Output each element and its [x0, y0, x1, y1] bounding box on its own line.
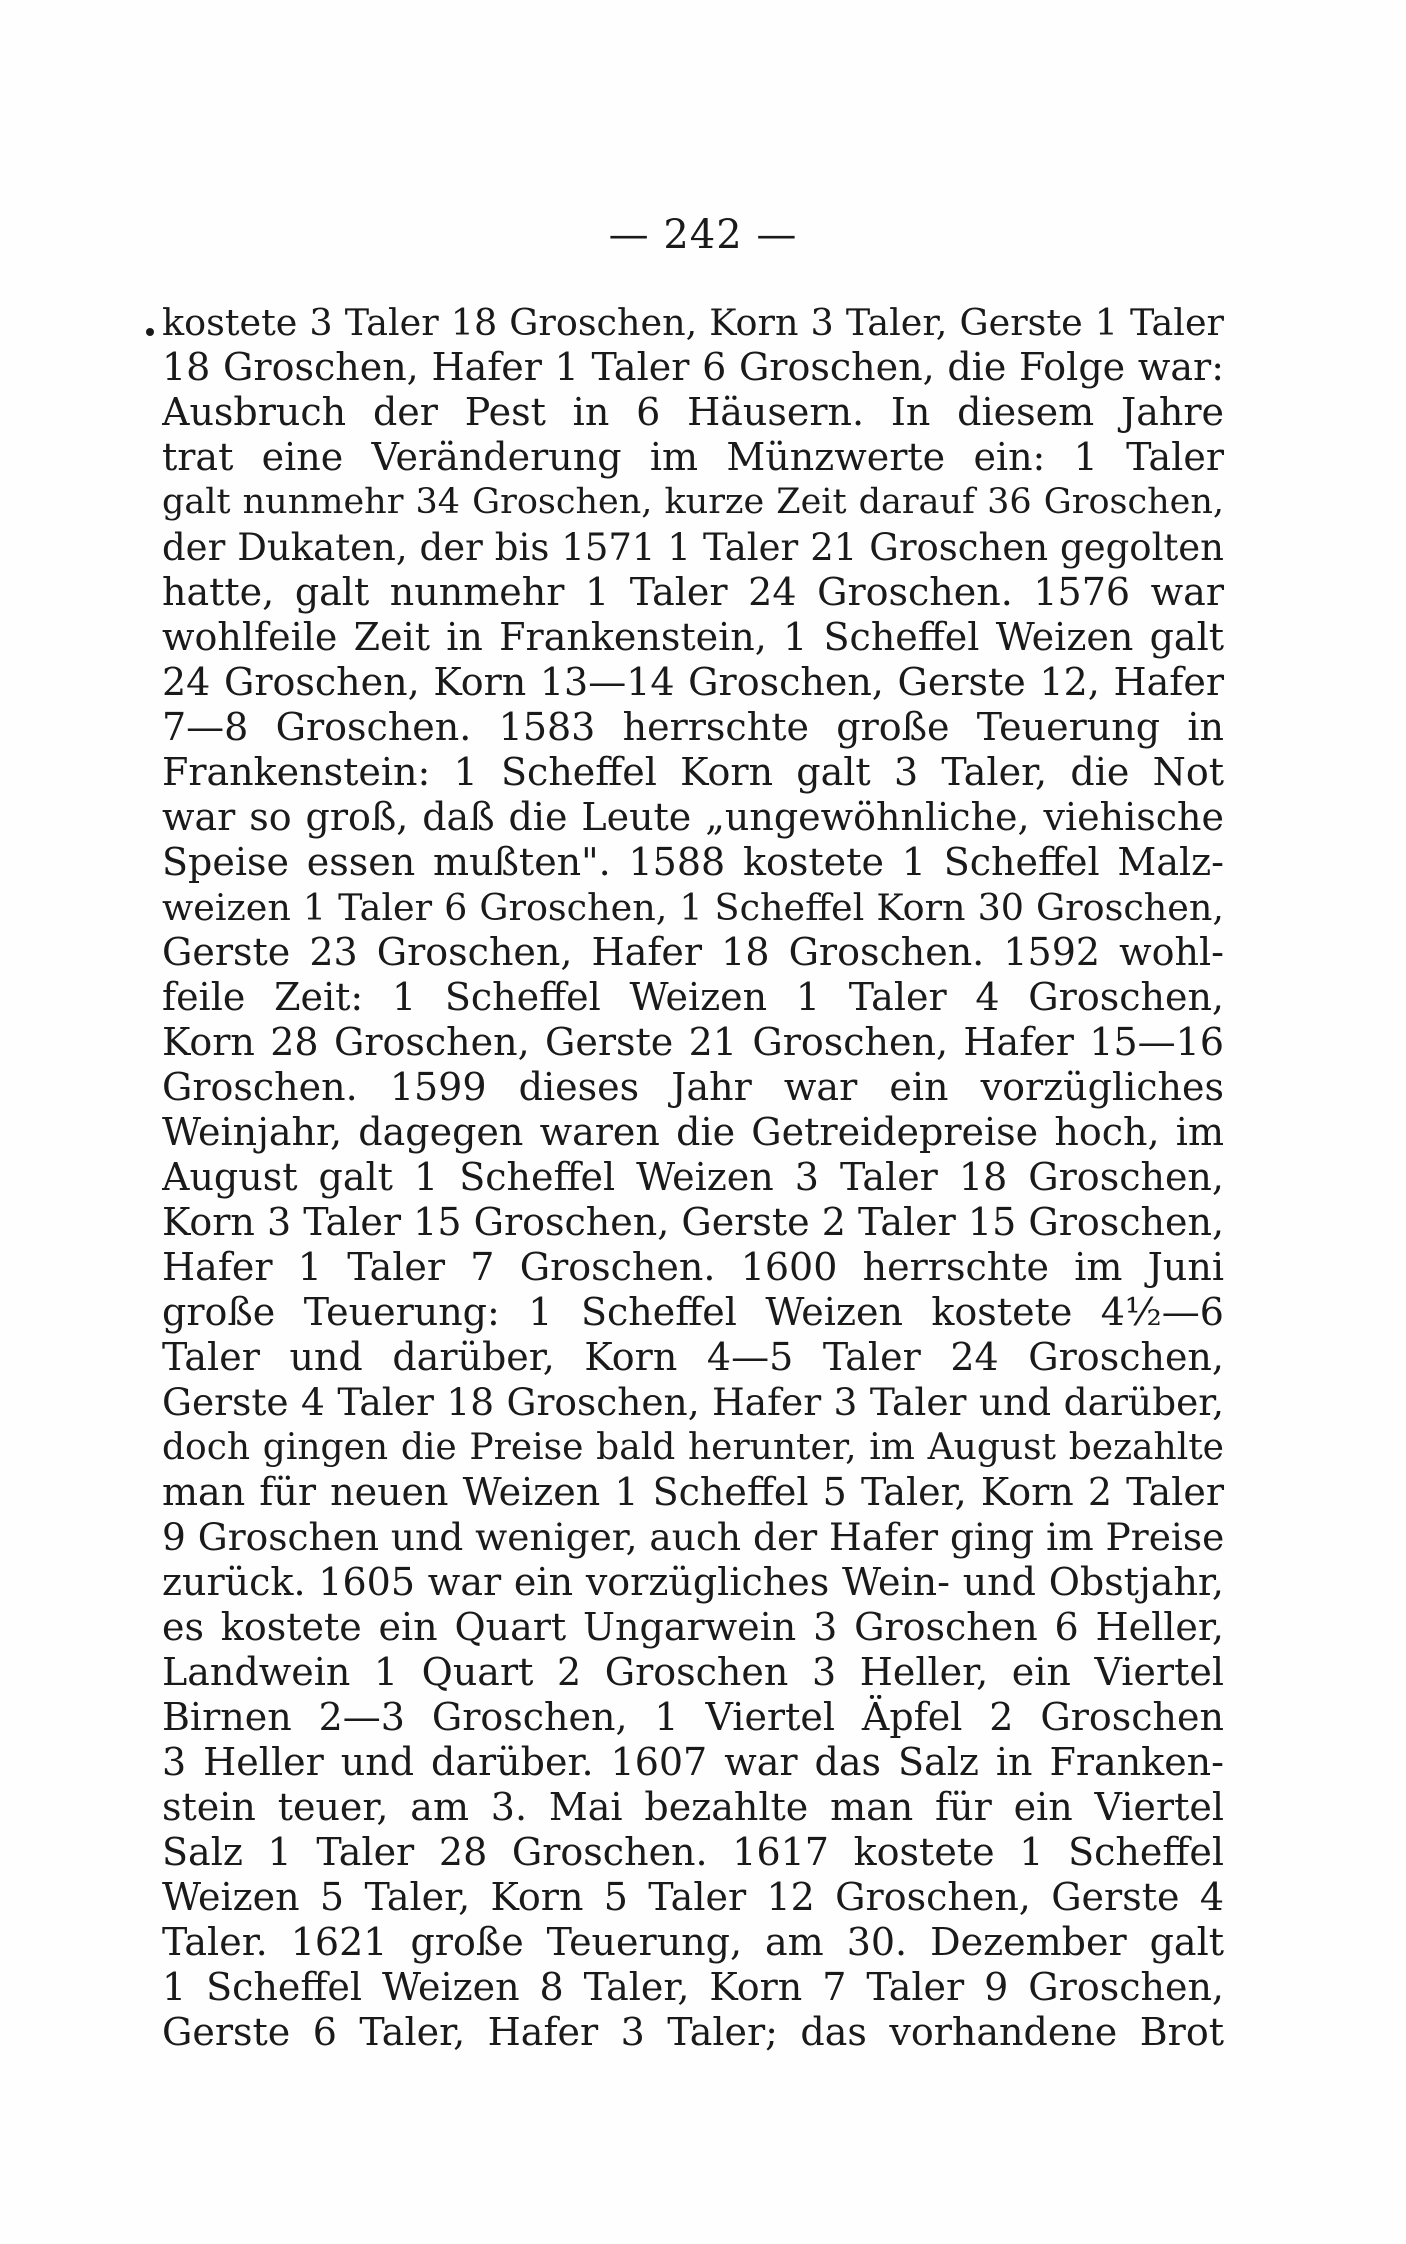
text-line: Ausbruch der Pest in 6 Häusern. In diesem Jahre — [162, 390, 1224, 434]
text-line: es kostete ein Quart Ungarwein 3 Groschen 6 Heller, — [162, 1605, 1224, 1649]
page-number: — 242 — — [608, 212, 798, 258]
text-line: Frankenstein: 1 Scheffel Korn galt 3 Taler, die Not — [162, 750, 1224, 794]
text-line: doch gingen die Preise bald herunter, im August bezahlte — [162, 1427, 1224, 1468]
text-line: Taler. 1621 große Teuerung, am 30. Dezember galt — [162, 1920, 1224, 1964]
text-line: große Teuerung: 1 Scheffel Weizen kostete 4½—6 — [162, 1290, 1224, 1334]
margin-mark — [146, 328, 154, 336]
text-line: galt nunmehr 34 Groschen, kurze Zeit darauf 36 Groschen, — [162, 482, 1224, 522]
text-line: war so groß, daß die Leute „ungewöhnliche, viehische — [162, 795, 1224, 839]
text-line: weizen 1 Taler 6 Groschen, 1 Scheffel Korn 30 Groschen, — [162, 886, 1224, 929]
text-line: Gerste 6 Taler, Hafer 3 Taler; das vorhandene Brot — [162, 2010, 1224, 2054]
text-line: Weizen 5 Taler, Korn 5 Taler 12 Groschen, Gerste 4 — [162, 1875, 1224, 1919]
text-line: Gerste 4 Taler 18 Groschen, Hafer 3 Taler und darüber, — [162, 1380, 1224, 1424]
text-line: stein teuer, am 3. Mai bezahlte man für ein Viertel — [162, 1785, 1224, 1829]
text-line: zurück. 1605 war ein vorzügliches Wein- und Obstjahr, — [162, 1560, 1224, 1604]
text-line: trat eine Veränderung im Münzwerte ein: 1 Taler — [162, 435, 1224, 479]
text-line: der Dukaten, der bis 1571 1 Taler 21 Groschen gegolten — [162, 526, 1224, 569]
text-line: man für neuen Weizen 1 Scheffel 5 Taler, Korn 2 Taler — [162, 1470, 1224, 1514]
text-line: Landwein 1 Quart 2 Groschen 3 Heller, ein Viertel — [162, 1650, 1224, 1694]
text-line: August galt 1 Scheffel Weizen 3 Taler 18 Groschen, — [162, 1155, 1224, 1199]
text-line: hatte, galt nunmehr 1 Taler 24 Groschen. 1576 war — [162, 570, 1224, 614]
text-line: kostete 3 Taler 18 Groschen, Korn 3 Taler, Gerste 1 Taler — [162, 301, 1224, 344]
text-line: Weinjahr, dagegen waren die Getreidepreise hoch, im — [162, 1110, 1224, 1154]
text-line: Korn 3 Taler 15 Groschen, Gerste 2 Taler 15 Groschen, — [162, 1200, 1224, 1244]
body-text — [162, 300, 1224, 2055]
text-line: Taler und darüber, Korn 4—5 Taler 24 Groschen, — [162, 1335, 1224, 1379]
text-line: Speise essen mußten". 1588 kostete 1 Scheffel Malz- — [162, 840, 1224, 884]
text-line: 1 Scheffel Weizen 8 Taler, Korn 7 Taler 9 Groschen, — [162, 1965, 1224, 2009]
text-line: 7—8 Groschen. 1583 herrschte große Teuerung in — [162, 705, 1224, 749]
text-line: Gerste 23 Groschen, Hafer 18 Groschen. 1592 wohl- — [162, 930, 1224, 974]
text-line: Salz 1 Taler 28 Groschen. 1617 kostete 1 Scheffel — [162, 1830, 1224, 1874]
text-line: Korn 28 Groschen, Gerste 21 Groschen, Hafer 15—16 — [162, 1020, 1224, 1064]
text-line: 18 Groschen, Hafer 1 Taler 6 Groschen, die Folge war: — [162, 345, 1224, 389]
text-line: feile Zeit: 1 Scheffel Weizen 1 Taler 4 Groschen, — [162, 975, 1224, 1019]
text-line: 9 Groschen und weniger, auch der Hafer ging im Preise — [162, 1515, 1224, 1559]
text-line: 24 Groschen, Korn 13—14 Groschen, Gerste 12, Hafer — [162, 660, 1224, 704]
text-line: Hafer 1 Taler 7 Groschen. 1600 herrschte im Juni — [162, 1245, 1224, 1289]
text-line: 3 Heller und darüber. 1607 war das Salz in Franken- — [162, 1740, 1224, 1784]
text-line: wohlfeile Zeit in Frankenstein, 1 Scheffel Weizen galt — [162, 615, 1224, 659]
text-line: Groschen. 1599 dieses Jahr war ein vorzügliches — [162, 1065, 1224, 1109]
text-line: Birnen 2—3 Groschen, 1 Viertel Äpfel 2 Groschen — [162, 1695, 1224, 1739]
